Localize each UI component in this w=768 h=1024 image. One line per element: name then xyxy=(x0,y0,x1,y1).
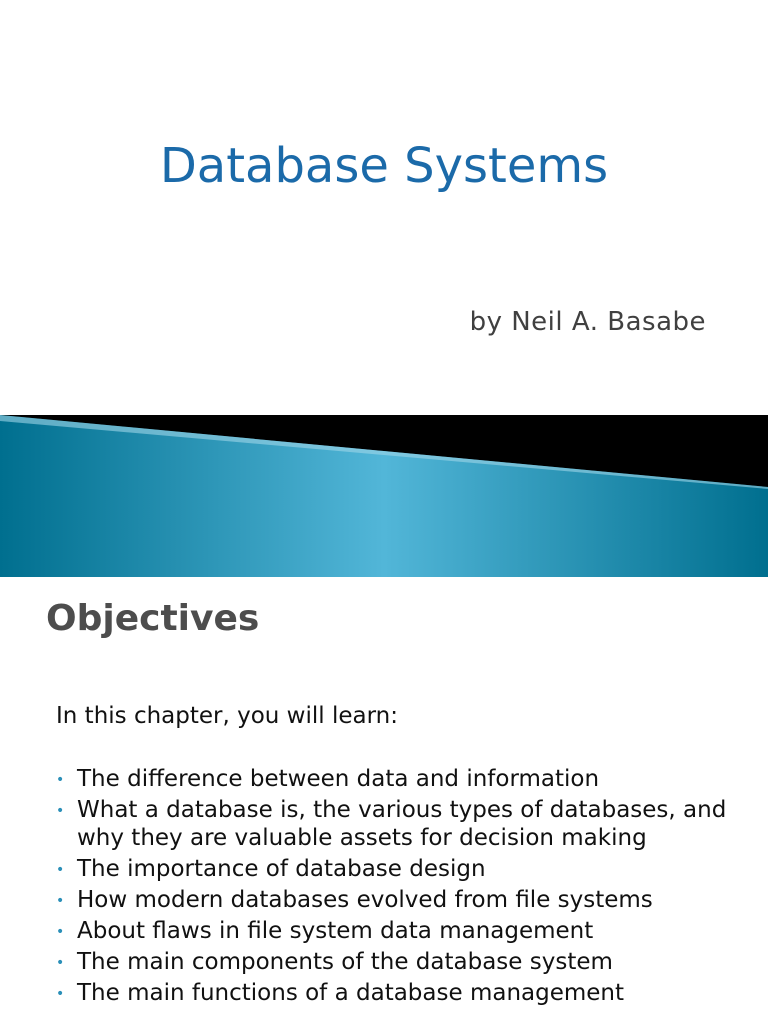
bullet-dot-icon: • xyxy=(56,893,65,909)
list-item xyxy=(56,979,736,1007)
bullet-dot-icon: • xyxy=(56,924,65,940)
bullet-dot-icon: • xyxy=(56,772,65,788)
title-slide xyxy=(0,0,768,420)
list-item-text: The difference between data and information xyxy=(77,766,600,792)
list-item-text: About flaws in file system data management xyxy=(77,918,594,944)
list-item xyxy=(56,855,736,883)
list-item xyxy=(56,886,736,914)
objectives-list xyxy=(56,765,736,1010)
list-item xyxy=(56,765,736,793)
list-item xyxy=(56,948,736,976)
bullet-dot-icon: • xyxy=(56,862,65,878)
bullet-dot-icon: • xyxy=(56,955,65,971)
intro-text: In this chapter, you will learn: xyxy=(56,703,398,729)
list-item-text: The main functions of a database management xyxy=(77,980,625,1006)
list-item-text: How modern databases evolved from file systems xyxy=(77,887,653,913)
slide-heading: Objectives xyxy=(46,598,260,639)
list-item-text: The importance of database design xyxy=(77,856,486,882)
objectives-slide xyxy=(0,577,768,1024)
list-item-text: What a database is, the various types of databases, and why they are valuable assets for decision making xyxy=(77,797,727,851)
list-item xyxy=(56,796,736,852)
decorative-banner xyxy=(0,415,768,577)
bullet-dot-icon: • xyxy=(56,803,65,819)
slide-subtitle: by Neil A. Basabe xyxy=(469,307,706,337)
list-item-text: The main components of the database system xyxy=(77,949,613,975)
slide-title: Database Systems xyxy=(159,138,609,194)
list-item xyxy=(56,917,736,945)
bullet-dot-icon: • xyxy=(56,986,65,1002)
